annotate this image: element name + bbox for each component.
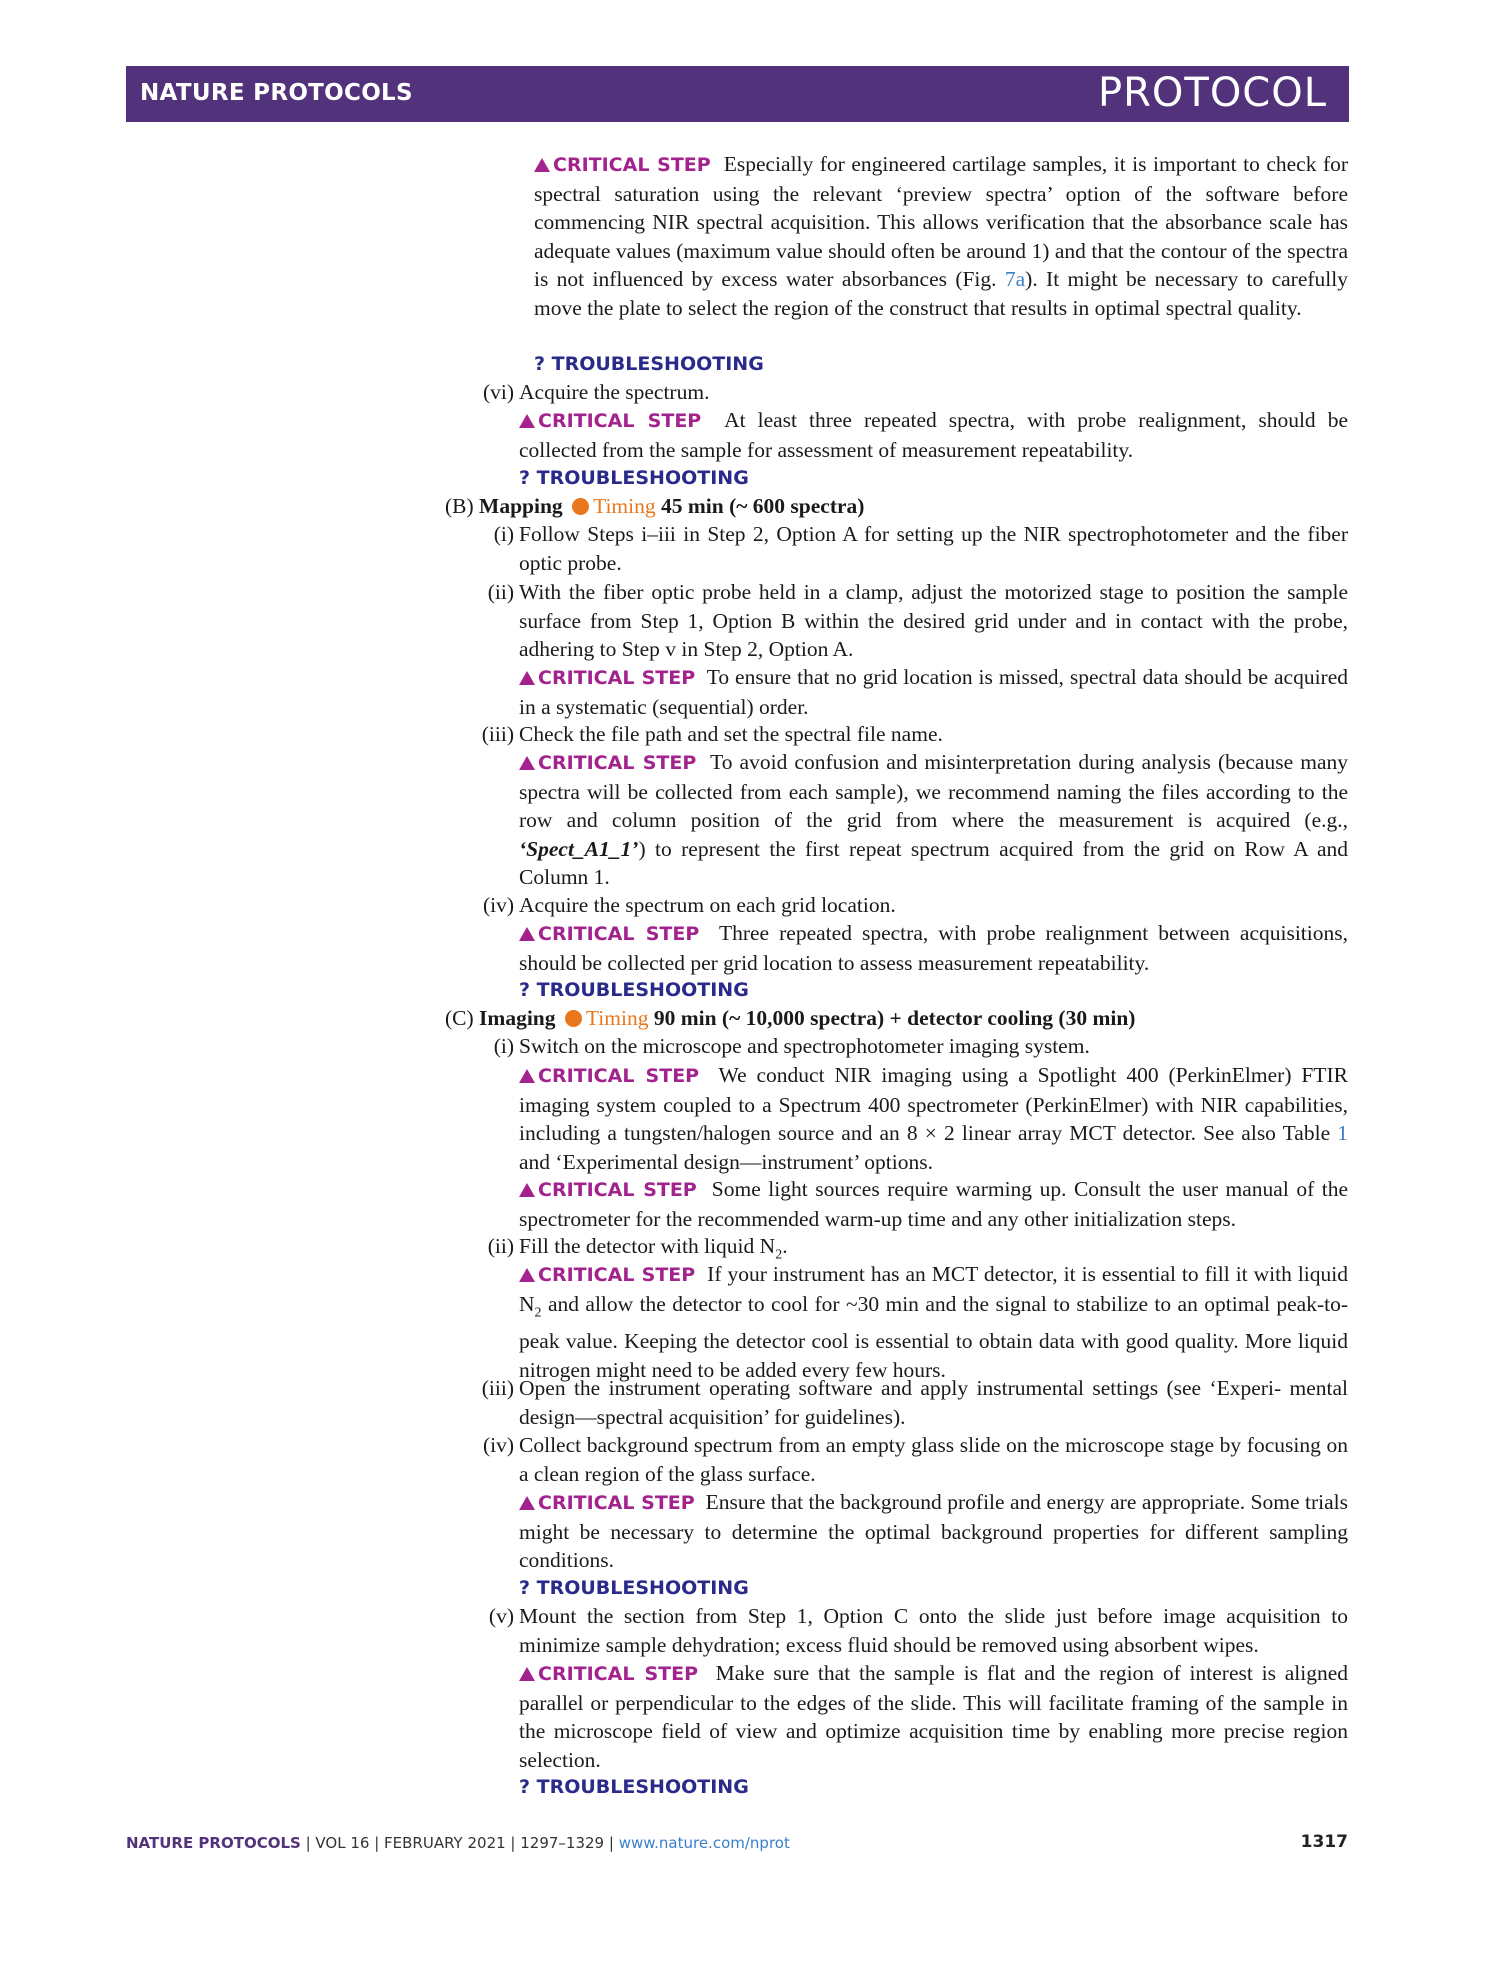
step-text: Open the instrument operating software and apply instrumental settings (see ‘Experi- mental design—spectral acquisition’ for guidelines). — [519, 1376, 1348, 1429]
step-number: (ii) — [487, 1234, 514, 1258]
page-number: 1317 — [1300, 1832, 1348, 1852]
critical-step-label: CRITICAL STEP — [519, 752, 696, 774]
step-text: Mount the section from Step 1, Option C onto the slide just before image acquisition to minimize sample dehydration; excess fluid should be removed using absorbent wipes. — [519, 1604, 1348, 1657]
critical-step-label: CRITICAL STEP — [534, 154, 711, 176]
critical-step-text: To avoid confusion and misinterpretation during analysis (because many spectra will be collected from each sample), we recommend naming the files according to the row and column position of the grid from where the measurement is acquired (e.g., — [519, 750, 1348, 832]
critical-step-label: CRITICAL STEP — [519, 667, 695, 689]
critical-step-block — [519, 663, 1348, 721]
option-heading-imaging: (C) Imaging Timing 90 min (~ 10,000 spectra) + detector cooling (30 min) — [445, 1006, 1136, 1030]
critical-step-text-end: and allow the detector to cool for ~30 min and the signal to stabilize to an optimal peak-to-peak value. Keeping the detector cool is essential to obtain data with good quality. More liquid nitrogen might need to be added every few hours. — [519, 1291, 1348, 1382]
option-heading-mapping: (B) Mapping Timing 45 min (~ 600 spectra) — [445, 494, 865, 518]
step-text: Check the file path and set the spectral file name. — [519, 722, 943, 746]
troubleshooting-link[interactable]: ? TROUBLESHOOTING — [519, 979, 749, 1001]
step-number: (iii) — [481, 722, 514, 746]
table-link[interactable]: 1 — [1337, 1121, 1348, 1145]
warning-triangle-icon — [519, 414, 535, 428]
warning-triangle-icon — [519, 1069, 535, 1083]
step-number: (iii) — [481, 1376, 514, 1400]
footer-url-link[interactable]: www.nature.com/nprot — [618, 1834, 790, 1852]
critical-step-text: If your instrument has an MCT detector, it is essential to fill it with liquid N — [519, 1262, 1348, 1316]
article-type: PROTOCOL — [1097, 70, 1327, 116]
page-footer — [126, 1834, 790, 1852]
step-text: Switch on the microscope and spectrophotometer imaging system. — [519, 1034, 1090, 1058]
critical-step-label: CRITICAL STEP — [519, 1492, 695, 1514]
critical-step-label: CRITICAL STEP — [519, 1179, 697, 1201]
critical-step-text-end: and ‘Experimental design—instrument’ options. — [519, 1149, 933, 1174]
critical-step-label: CRITICAL STEP — [519, 1065, 699, 1087]
step-number: (v) — [488, 1604, 514, 1628]
journal-name: NATURE PROTOCOLS — [140, 80, 413, 106]
critical-step-label: CRITICAL STEP — [519, 1663, 698, 1685]
step-text: Collect background spectrum from an empty glass slide on the microscope stage by focusing on a clean region of the glass surface. — [519, 1433, 1348, 1486]
critical-step-text-end: ). It might be necessary to carefully move the plate to select the region of the construct that results in optimal spectral quality. — [534, 267, 1348, 320]
warning-triangle-icon — [519, 927, 535, 941]
critical-step-text: Three repeated spectra, with probe realignment between acquisitions, should be collected per grid location to assess measurement repeatability. — [519, 921, 1349, 975]
step-text: Fill the detector with liquid $N_2$. — [519, 1234, 788, 1263]
step-number: (i) — [493, 522, 514, 546]
warning-triangle-icon — [519, 756, 535, 770]
journal-header-bar — [126, 66, 1349, 122]
critical-step-block — [519, 919, 1348, 977]
warning-triangle-icon — [519, 1496, 535, 1510]
troubleshooting-link[interactable]: ? TROUBLESHOOTING — [519, 467, 749, 489]
footer-issue: | VOL 16 | FEBRUARY 2021 | 1297–1329 | — [300, 1834, 619, 1852]
critical-step-text: Make sure that the sample is flat and the region of interest is aligned parallel or perpendicular to the edges of the slide. This will facilitate framing of the sample in the microscope field of view and optimize acquisition time by enabling more precise region selection. — [519, 1661, 1349, 1772]
warning-triangle-icon — [534, 158, 550, 172]
critical-step-text: Especially for engineered cartilage samples, it is important to check for spectral saturation using the relevant ‘preview spectra’ option of the software before commencing NIR spectral acquisition. This allows verification that the absorbance scale has adequate values (maximum value should often be around 1) and that the contour of the spectra is not influenced by excess water absorbances (Fig. — [534, 152, 1349, 291]
critical-step-block — [519, 1488, 1348, 1575]
figure-link[interactable]: 7a — [1004, 267, 1026, 291]
critical-step-block — [519, 1061, 1348, 1176]
step-text: Follow Steps i–iii in Step 2, Option A for setting up the NIR spectrophotometer and the fiber optic probe. — [519, 522, 1348, 575]
critical-step-text: Some light sources require warming up. Consult the user manual of the spectrometer for the recommended warm-up time and any other initialization steps. — [519, 1177, 1349, 1231]
warning-triangle-icon — [519, 1268, 535, 1282]
critical-step-block — [519, 1175, 1348, 1233]
step-number: (vi) — [482, 380, 514, 404]
timing-dot-icon — [572, 498, 589, 515]
critical-step-label: CRITICAL STEP — [519, 410, 701, 432]
critical-step-text: Ensure that the background profile and energy are appropriate. Some trials might be necessary to determine the optimal background properties for different sampling conditions. — [519, 1490, 1349, 1572]
critical-step-block — [534, 150, 1348, 322]
critical-step-block — [519, 748, 1348, 892]
timing-dot-icon — [565, 1010, 582, 1027]
step-text: Acquire the spectrum on each grid location. — [519, 893, 896, 917]
step-number: (iv) — [482, 1433, 514, 1457]
critical-step-block — [519, 1659, 1348, 1774]
critical-step-text: We conduct NIR imaging using a Spotlight 400 (PerkinElmer) FTIR imaging system coupled to a Spectrum 400 spectrometer (PerkinElmer) with NIR capabilities, including a tungsten/halogen source and an 8 × 2 linear array MCT detector. See also Table — [519, 1063, 1348, 1145]
critical-step-text: To ensure that no grid location is missed, spectral data should be acquired in a systematic (sequential) order. — [519, 665, 1348, 719]
step-text: With the fiber optic probe held in a clamp, adjust the motorized stage to position the sample surface from Step 1, Option B within the desired grid under and in contact with the probe, adhering to Step v in Step 2, Option A. — [519, 580, 1348, 661]
troubleshooting-link[interactable]: ? TROUBLESHOOTING — [519, 1776, 749, 1798]
critical-step-block — [519, 406, 1348, 464]
step-number: (ii) — [487, 580, 514, 604]
troubleshooting-link[interactable]: ? TROUBLESHOOTING — [519, 1577, 749, 1599]
critical-step-label: CRITICAL STEP — [519, 923, 699, 945]
critical-step-text: At least three repeated spectra, with probe realignment, should be collected from the sample for assessment of measurement repeatability. — [519, 408, 1348, 462]
step-text: Acquire the spectrum. — [519, 380, 710, 404]
troubleshooting-link[interactable]: ? TROUBLESHOOTING — [534, 353, 764, 375]
step-number: (i) — [493, 1034, 514, 1058]
footer-journal: NATURE PROTOCOLS — [126, 1834, 301, 1852]
critical-step-label: CRITICAL STEP — [519, 1264, 695, 1286]
warning-triangle-icon — [519, 1183, 535, 1197]
critical-step-text-end: ) to represent the first repeat spectrum acquired from the grid on Row A and Column 1. — [519, 836, 1348, 889]
warning-triangle-icon — [519, 671, 535, 685]
file-name-example: ‘Spect_A1_1’ — [519, 836, 639, 861]
warning-triangle-icon — [519, 1667, 535, 1681]
step-number: (iv) — [482, 893, 514, 917]
critical-step-block: CRITICAL STEP If your instrument has an MCT detector, it is essential to fill it with liquid $N_2$ and allow the detector to cool for ~30 min and the signal to stabilize to an optimal peak-to-peak value. Keeping the detector cool is essential to obtain data with good quality. More liquid nitrogen might need to be added every few hours. — [519, 1262, 1348, 1382]
